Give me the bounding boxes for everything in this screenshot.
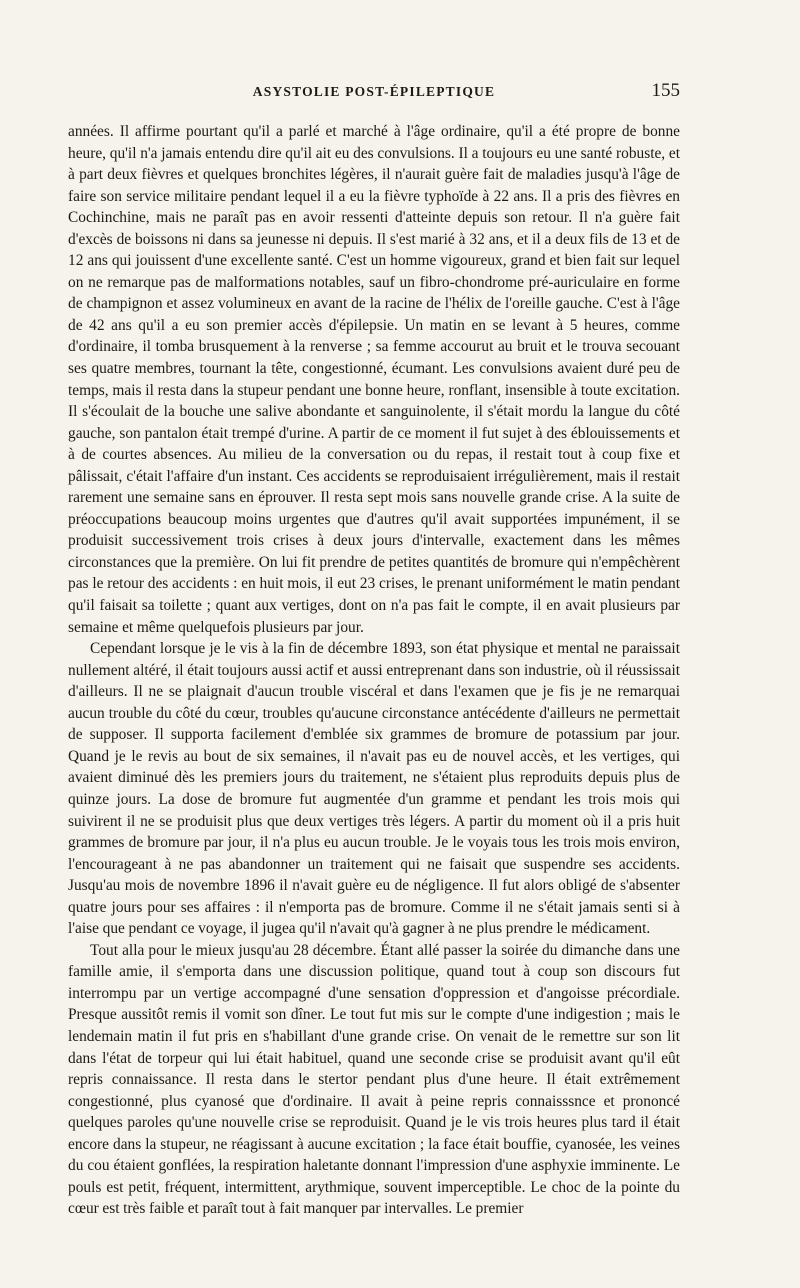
running-title: ASYSTOLIE POST-ÉPILEPTIQUE — [252, 84, 496, 99]
paragraph-1: années. Il affirme pourtant qu'il a parlé et marché à l'âge ordinaire, qu'il a été propre de bonne heure, qu'il n'a jamais entendu dire qu'il ait eu des convulsions. Il a toujours eu une santé robuste, et à part deux fièvres et quelques bronchites légères, il n'aurait guère fait de maladies jusqu'à l'âge de faire son service militaire pendant lequel il a eu la fièvre typhoïde à 22 ans. Il a pris des fièvres en Cochinchine, mais ne paraît pas en avoir ressenti d'atteinte depuis son retour. Il n'a guère fait d'excès de boissons ni dans sa jeunesse ni depuis. Il s'est marié à 32 ans, et il a deux fils de 13 et de 12 ans qui jouissent d'une excellente santé. C'est un homme vigoureux, grand et bien fait sur lequel on ne remarque pas de malformations notables, sauf un fibro-chondrome pré-auriculaire en forme de champignon et assez volumineux en avant de la racine de l'hélix de l'oreille gauche. C'est à l'âge de 42 ans qu'il a eu son premier accès d'épilepsie. Un matin en se levant à 5 heures, comme d'ordinaire, il tomba brusquement à la renverse ; sa femme accourut au bruit et le trouva secouant ses quatre membres, tournant la tête, congestionné, écumant. Les convulsions avaient duré peu de temps, mais il resta dans la stupeur pendant une bonne heure, ronflant, insensible à toute excitation. Il s'écoulait de la bouche une salive abondante et sanguinolente, il s'était mordu la langue du côté gauche, son pantalon était trempé d'urine. A partir de ce moment il fut sujet à des éblouissements et à de courtes absences. Au milieu de la conversation ou du repas, il restait tout à coup fixe et pâlissait, c'était l'affaire d'un instant. Ces accidents se reproduisaient irrégulièrement, mais il restait rarement une semaine sans en éprouver. Il resta sept mois sans nouvelle grande crise. A la suite de préoccupations beaucoup moins urgentes que d'autres qu'il avait supportées impunément, il se produisit successivement trois crises à deux jours d'intervalle, exactement dans les mêmes circonstances que la première. On lui fit prendre de petites quantités de bromure qui n'empêchèrent pas le retour des accidents : en huit mois, il eut 23 crises, le prenant uniformément le matin pendant qu'il faisait sa toilette ; quant aux vertiges, dont on n'a pas fait le compte, il en avait plusieurs par semaine et même quelquefois plusieurs par jour. — [68, 123, 680, 636]
paragraph-2: Cependant lorsque je le vis à la fin de décembre 1893, son état physique et mental ne paraissait nullement altéré, il était toujours aussi actif et aussi entreprenant dans son industrie, où il réussissait d'ailleurs. Il ne se plaignait d'aucun trouble viscéral et dans l'examen que je fis je ne remarquai aucun trouble du côté du cœur, troubles qu'aucune circonstance antécédente d'ailleurs ne permettait de supposer. Il supporta facilement d'emblée six grammes de bromure de potassium par jour. Quand je le revis au bout de six semaines, il n'avait pas eu de nouvel accès, et les vertiges, qui avaient diminué dès les premiers jours du traitement, ne s'étaient plus reproduits depuis plus de quinze jours. La dose de bromure fut augmentée d'un gramme et pendant les trois mois qui suivirent il ne se produisit plus que deux vertiges très légers. A partir du moment où il a pris huit grammes de bromure par jour, il n'a plus eu aucun trouble. Je le voyais tous les trois mois environ, l'encourageant à ne pas abandonner un traitement qui ne faisait que suspendre ses accidents. Jusqu'au mois de novembre 1896 il n'avait guère eu de négligence. Il fut alors obligé de s'absenter quatre jours pour ses affaires : il n'emporta pas de bromure. Comme il ne s'était jamais senti si à l'aise que pendant ce voyage, il jugea qu'il n'avait qu'à gagner à ne plus prendre le médicament. — [68, 640, 680, 938]
body-text — [68, 121, 680, 1220]
running-head — [68, 80, 680, 108]
paragraph-3: Tout alla pour le mieux jusqu'au 28 décembre. Étant allé passer la soirée du dimanche dans une famille amie, il s'emporta dans une discussion politique, quand tout à coup son discours fut interrompu par un vertige accompagné d'une sensation d'oppression et d'angoisse précordiale. Presque aussitôt remis il vomit son dîner. Le tout fut mis sur le compte d'une indigestion ; mais le lendemain matin il fut pris en s'habillant d'une grande crise. On venait de le remettre sur son lit dans l'état de torpeur qui lui était habituel, quand une seconde crise se produisit avant qu'il eût repris connaissance. Il resta dans le stertor pendant plus d'une heure. Il était extrêmement congestionné, plus cyanosé que d'ordinaire. Il avait à peine repris connaisssnce et prononcé quelques paroles qu'une nouvelle crise se reproduisit. Quand je le vis trois heures plus tard il était encore dans la stupeur, ne réagissant à aucune excitation ; la face était bouffie, cyanosée, les veines du cou étaient gonflées, la respiration haletante donnant l'impression d'une asphyxie imminente. Le pouls est petit, fréquent, intermittent, arythmique, souvent imperceptible. Le choc de la pointe du cœur est très faible et paraît tout à fait manquer par intervalles. Le premier — [68, 941, 680, 1218]
page-number: 155 — [651, 80, 680, 101]
